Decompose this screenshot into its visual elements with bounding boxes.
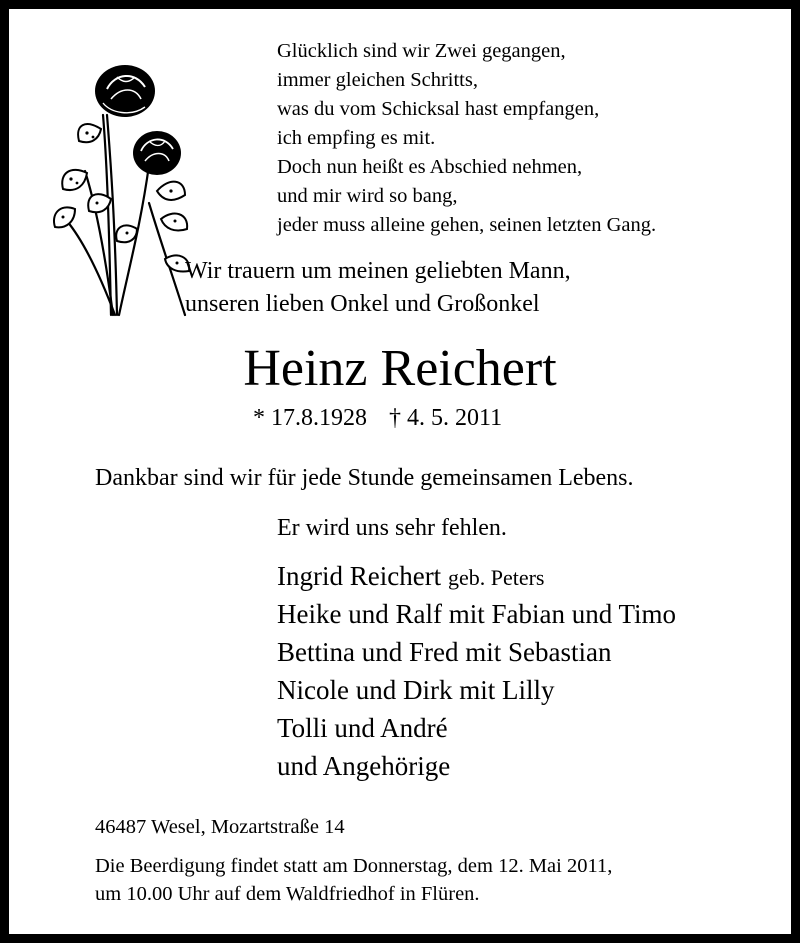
poem-line: was du vom Schicksal hast empfangen, (277, 98, 600, 120)
deceased-name: Heinz Reichert (243, 340, 557, 397)
mourning-line: Wir trauern um meinen geliebten Mann, (185, 258, 571, 284)
family-member: Tolli und André (277, 713, 448, 743)
maiden-name: geb. Peters (447, 565, 545, 590)
funeral-info (95, 852, 612, 908)
poem-line: und mir wird so bang, (277, 185, 458, 207)
mourning-line: unseren lieben Onkel und Großonkel (185, 291, 540, 317)
family-list (277, 557, 676, 785)
gratitude-line: Dankbar sind wir für jede Stunde gemeinsamen Lebens. (95, 465, 634, 491)
family-member: und Angehörige (277, 751, 451, 781)
address: 46487 Wesel, Mozartstraße 14 (95, 816, 345, 838)
family-member: Bettina und Fred mit Sebastian (277, 637, 612, 667)
family-member: Nicole und Dirk mit Lilly (277, 675, 555, 705)
farewell-line: Er wird uns sehr fehlen. (277, 515, 507, 541)
poem-line: ich empfing es mit. (277, 127, 436, 149)
poem-line: Doch nun heißt es Abschied nehmen, (277, 156, 583, 178)
birth-date: * 17.8.1928 (253, 405, 367, 431)
family-member (277, 557, 676, 595)
family-member-name: Ingrid Reichert (277, 561, 442, 591)
death-date: † 4. 5. 2011 (389, 405, 503, 431)
poem-line: Glücklich sind wir Zwei gegangen, (277, 40, 566, 62)
mourning-statement (185, 255, 571, 321)
family-member: Heike und Ralf mit Fabian und Timo (277, 599, 677, 629)
poem-line: jeder muss alleine gehen, seinen letzten Gang. (277, 214, 657, 236)
life-dates (253, 401, 502, 435)
funeral-line: Die Beerdigung findet statt am Donnerstag, dem 12. Mai 2011, (95, 855, 613, 877)
funeral-line: um 10.00 Uhr auf dem Waldfriedhof in Flüren. (95, 883, 480, 905)
poem (277, 37, 656, 240)
poem-line: immer gleichen Schritts, (277, 69, 478, 91)
